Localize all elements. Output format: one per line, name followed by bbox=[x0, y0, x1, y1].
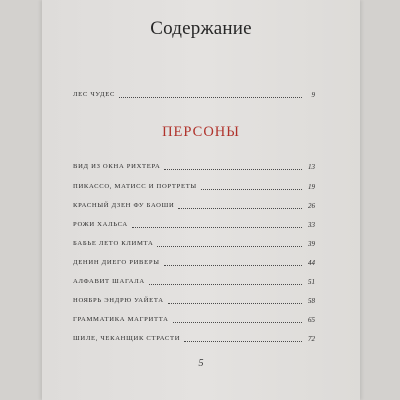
dot-leader bbox=[119, 97, 302, 98]
toc-entry-intro bbox=[73, 90, 315, 100]
toc-entry bbox=[73, 182, 315, 192]
toc-entry-page: 65 bbox=[308, 316, 315, 324]
toc-entry-label: НОЯБРЬ ЭНДРЮ УАЙЕТА bbox=[73, 297, 164, 304]
dot-leader bbox=[164, 265, 302, 266]
toc-entry-page: 33 bbox=[308, 221, 315, 229]
toc-entry bbox=[73, 277, 315, 287]
dot-leader bbox=[184, 341, 302, 342]
toc-entry bbox=[73, 258, 315, 268]
toc-entry bbox=[73, 201, 315, 211]
dot-leader bbox=[173, 322, 302, 323]
dot-leader bbox=[168, 303, 302, 304]
dot-leader bbox=[178, 208, 302, 209]
toc-entry-label: ДЕНИН ДИЕГО РИВЕРЫ bbox=[73, 259, 160, 266]
toc-entry bbox=[73, 239, 315, 249]
dot-leader bbox=[201, 189, 302, 190]
toc-entry-label: ВИД ИЗ ОКНА РИХТЕРА bbox=[73, 163, 161, 170]
toc-entry-label: БАБЬЕ ЛЕТО КЛИМТА bbox=[73, 240, 154, 247]
page-number: 5 bbox=[198, 358, 204, 369]
toc-entry-page: 51 bbox=[308, 278, 315, 286]
toc-entry-label: РОЖИ ХАЛЬСА bbox=[73, 221, 128, 228]
toc-entry bbox=[73, 220, 315, 230]
toc-entry-page: 39 bbox=[308, 240, 315, 248]
toc-entry-label: ЛЕС ЧУДЕС bbox=[73, 91, 116, 98]
toc-entry-label: КРАСНЫЙ ДЗЕН ФУ БАОШИ bbox=[73, 202, 175, 209]
toc-entry-page: 13 bbox=[308, 163, 315, 171]
toc-entry bbox=[73, 334, 315, 344]
toc-entry-label: АЛФАВИТ ШАГАЛА bbox=[73, 278, 145, 285]
toc-entry bbox=[73, 315, 315, 325]
dot-leader bbox=[157, 246, 302, 247]
toc-entry-label: ГРАММАТИКА МАГРИТТА bbox=[73, 316, 169, 323]
toc-entry bbox=[73, 296, 315, 306]
toc-entry-page: 19 bbox=[308, 183, 315, 191]
toc-entry-page: 26 bbox=[308, 202, 315, 210]
book-page bbox=[42, 0, 360, 400]
toc-entry-page: 9 bbox=[311, 91, 315, 99]
toc-entry-page: 58 bbox=[308, 297, 315, 305]
toc-entry-page: 72 bbox=[308, 335, 315, 343]
toc-entry-label: ПИКАССО, МАТИСС И ПОРТРЕТЫ bbox=[73, 183, 197, 190]
toc-entry-page: 44 bbox=[308, 259, 315, 267]
dot-leader bbox=[149, 284, 302, 285]
dot-leader bbox=[132, 227, 302, 228]
section-heading: ПЕРСОНЫ bbox=[162, 124, 240, 140]
dot-leader bbox=[164, 169, 302, 170]
toc-entry bbox=[73, 162, 315, 172]
toc-entry-label: ШИЛЕ, ЧЕКАНЩИК СТРАСТИ bbox=[73, 335, 181, 342]
page-title: Содержание bbox=[150, 18, 252, 39]
